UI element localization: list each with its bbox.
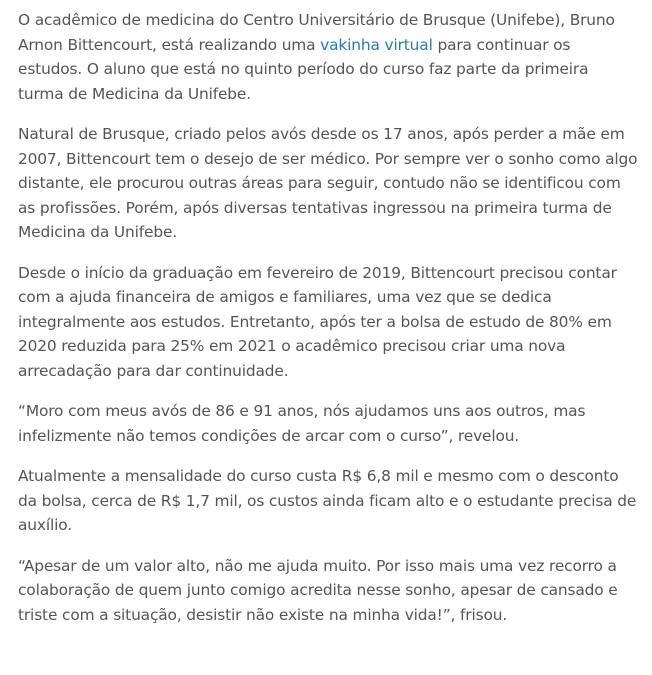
paragraph-intro-text-after: para continuar os estudos. O aluno que está no quinto período do curso faz parte da primeira turma de Medicina da Unifebe. xyxy=(18,35,589,103)
paragraph-intro-text-before: O acadêmico de medicina do Centro Universitário de Brusque (Unifebe), Bruno Arnon Bittencourt, está realizando uma xyxy=(18,11,615,54)
paragraph-background: Natural de Brusque, criado pelos avós desde os 17 anos, após perder a mãe em 2007, Bittencourt tem o desejo de ser médico. Por sempre ver o sonho como algo distante, ele procurou outras áreas para seguir, contudo não se identificou com as profissões. Porém, após diversas tentativas ingressou na primeira turma de Medicina da Unifebe. xyxy=(18,125,638,241)
paragraph-funding: Desde o início da graduação em fevereiro de 2019, Bittencourt precisou contar com a ajuda financeira de amigos e familiares, uma vez que se dedica integralmente aos estudos. Entretanto, após ter a bolsa de estudo de 80% em 2020 reduzida para 25% em 2021 o acadêmico precisou criar uma nova arrecadação para dar continuidade. xyxy=(18,263,617,380)
paragraph-quote-dream: “Apesar de um valor alto, não me ajuda muito. Por isso mais uma vez recorro a colaboração de quem junto comigo acredita nesse sonho, apesar de cansado e triste com a situação, desistir não existe na minha vida!”, frisou. xyxy=(18,556,618,624)
paragraph-quote-grandparents: “Moro com meus avós de 86 e 91 anos, nós ajudamos uns aos outros, mas infelizmente não temos condições de arcar com o curso”, revelou. xyxy=(18,402,586,445)
vakinha-virtual-link[interactable]: vakinha virtual xyxy=(320,35,433,54)
paragraph-tuition: Atualmente a mensalidade do curso custa R$ 6,8 mil e mesmo com o desconto da bolsa, cerca de R$ 1,7 mil, os custos ainda ficam alto e o estudante precisa de auxílio. xyxy=(18,467,637,534)
paragraph-intro xyxy=(18,8,638,106)
